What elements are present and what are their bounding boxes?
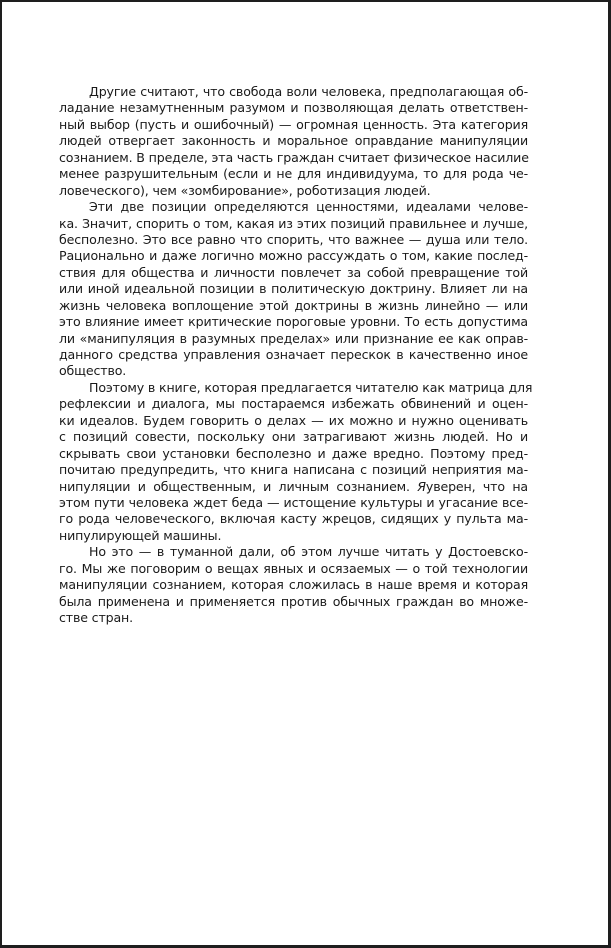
paragraph-2: [59, 199, 528, 380]
text-line: с позиций совести, поскольку они затрагивают жизнь людей. Но и: [59, 429, 528, 445]
paragraph-4: [59, 544, 528, 626]
text-line: была применена и применяется против обычных граждан во множе-: [59, 593, 528, 609]
text-line: людей отвергает законность и моральное оправдание манипуляции: [59, 133, 528, 149]
text-line: нипулирующей машины.: [59, 527, 222, 543]
text-line-with-italic: [59, 479, 528, 495]
text-line: бесполезно. Это все равно что спорить, что важнее — душа или тело.: [59, 231, 528, 247]
text-line: почитаю предупредить, что книга написана с позиций неприятия ма-: [59, 462, 528, 478]
text-line: общество.: [59, 363, 127, 379]
text-line: ка. Значит, спорить о том, какая из этих позиций правильнее и лучше,: [59, 215, 528, 231]
paragraph-3: [59, 379, 533, 544]
text-line: Но это — в туманной дали, об этом лучше читать у Достоевско-: [89, 544, 528, 560]
text-line: ли «манипуляция в разумных пределах» или признание ее как оправ-: [59, 330, 528, 346]
document-body: [59, 84, 533, 626]
text-line: Поэтому в книге, которая предлагается читателю как матрица для: [89, 379, 533, 395]
text-line: го рода человеческого, включая касту жрецов, сидящих у пульта ма-: [59, 511, 528, 527]
text-line: ки идеалов. Будем говорить о делах — их можно и нужно оценивать: [59, 412, 528, 428]
text-line: ный выбор (пусть и ошибочный) — огромная ценность. Эта категория: [59, 116, 528, 132]
text-line: ствия для общества и личности повлечет за собой превращение той: [59, 264, 528, 280]
text-line: ладание незамутненным разумом и позволяющая делать ответствен-: [59, 100, 528, 116]
text-line: рефлексии и диалога, мы постараемся избежать обвинений и оцен-: [59, 396, 528, 412]
text-line: стве стран.: [59, 610, 133, 625]
text-line: ловеческого), чем «зомбирование», роботизация людей.: [59, 182, 431, 198]
text-line: манипуляции сознанием, которая сложилась в наше время и которая: [59, 577, 528, 593]
text-line: сознанием. В пределе, эта часть граждан считает физическое насилие: [59, 149, 529, 165]
text-line: го. Мы же поговорим о вещах явных и осязаемых — о той технологии: [59, 560, 528, 576]
text-line: данного средства управления означает перескок в качественно иное: [59, 347, 528, 362]
paragraph-1: [59, 84, 528, 199]
italic-word: Я: [417, 478, 426, 494]
text-line: Рационально и даже логично можно рассуждать о том, какие послед-: [59, 248, 528, 264]
text-line: Другие считают, что свобода воли человека, предполагающая об-: [89, 84, 528, 99]
text-line: или иной идеальной позиции в политическую доктрину. Влияет ли на: [59, 281, 528, 297]
text-line: Эти две позиции определяются ценностями, идеалами челове-: [89, 199, 528, 215]
text-line: скрывать свои установки бесполезно и даже вредно. Поэтому пред-: [59, 445, 528, 461]
text-line: это влияние имеет критические пороговые уровни. То есть допустима: [59, 314, 528, 330]
text-segment: уверен, что на: [425, 478, 528, 494]
text-segment: нипуляции и общественным, и личным сознанием.: [59, 478, 410, 494]
text-line: жизнь человека воплощение этой доктрины в жизнь линейно — или: [59, 297, 528, 313]
text-line: этом пути человека ждет беда — истощение культуры и угасание все-: [59, 494, 528, 510]
text-line: менее разрушительным (если и не для индивидуума, то для рода че-: [59, 166, 528, 182]
